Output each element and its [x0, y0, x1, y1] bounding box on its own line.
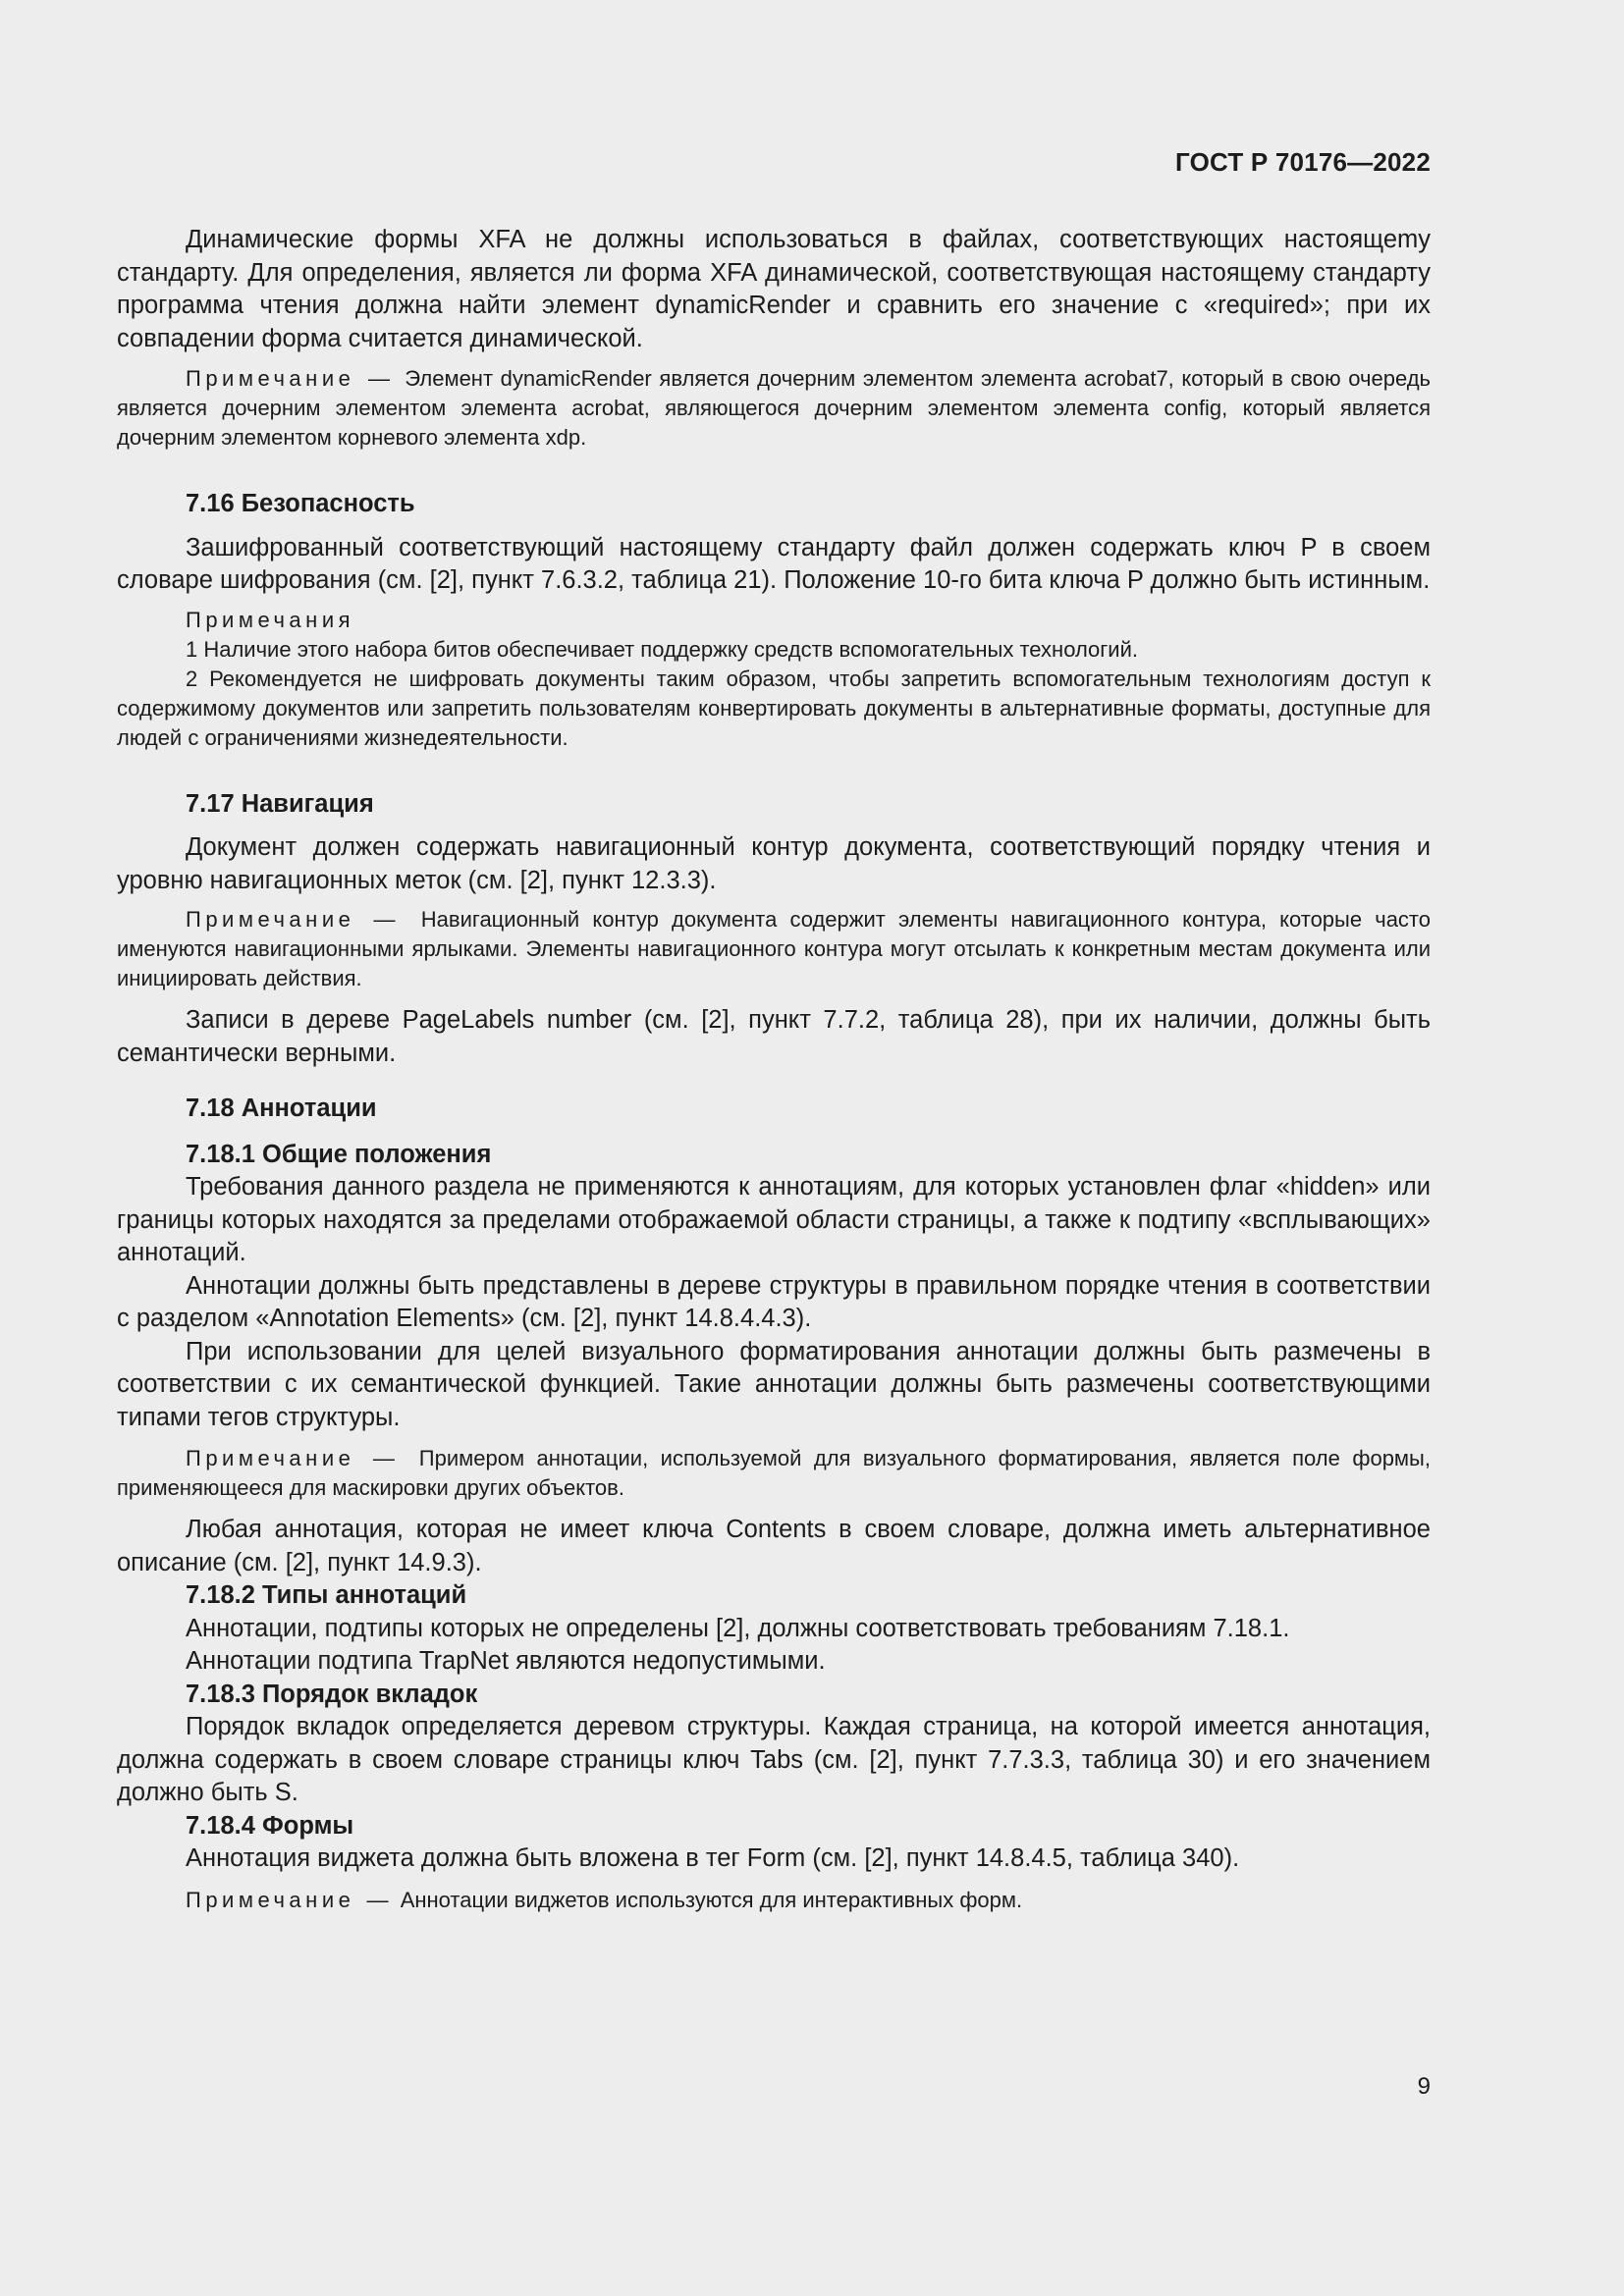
paragraph-annot-2: Аннотации должны быть представлены в дереве структуры в правильном порядке чтения в соответствии с разделом «Annotation Elements» (см. [2], пункт 14.8.4.4.3). — [117, 1271, 1431, 1332]
page-number: 9 — [1417, 2073, 1431, 2100]
subsection-title-7-18-2: 7.18.2 Типы аннотаций — [186, 1581, 467, 1609]
note-widgets: Примечание — Аннотации виджетов используются для интерактивных форм. — [186, 1887, 1023, 1912]
page-content — [117, 224, 1431, 1915]
subsection-title-7-18-1: 7.18.1 Общие положения — [186, 1140, 492, 1168]
paragraph-annot-4: Любая аннотация, которая не имеет ключа Contents в своем словаре, должна иметь альтернативное описание (см. [2], пункт 14.9.3). — [117, 1516, 1431, 1576]
note-navigation: Примечание — Навигационный контур документа содержит элементы навигационного контура, которые часто именуются навигационными ярлыками. Элементы навигационного контура могут отсылать к конкретным местам документа или инициировать действия. — [117, 907, 1431, 990]
note-dash: — — [368, 366, 390, 391]
section-title-7-18: 7.18 Аннотации — [186, 1095, 377, 1122]
paragraph-annot-3: При использовании для целей визуального форматирования аннотации должны быть размечены в соответствии с их семантической функцией. Такие аннотации должны быть размечены соответствующими типами тегов структуры. — [117, 1337, 1431, 1431]
paragraph-annot-types-1: Аннотации, подтипы которых не определены [2], должны соответствовать требованиям 7.18.1. — [186, 1614, 1290, 1642]
paragraph-annot-types-2: Аннотации подтипа TrapNet являются недопустимыми. — [186, 1647, 826, 1675]
paragraph-page-labels: Записи в дереве PageLabels number (см. [2], пункт 7.7.2, таблица 28), при их наличии, должны быть семантически верными. — [117, 1006, 1431, 1067]
note-7-16-2: 2 Рекомендуется не шифровать документы таким образом, чтобы запретить вспомогательным технологиям доступ к содержимому документов или запретить пользователям конвертировать документы в альтернативные форматы, доступные для людей с ограничениями жизнедеятельности. — [117, 666, 1431, 750]
notes-label-7-16: Примечания — [186, 607, 355, 632]
document-id-header: ГОСТ Р 70176—2022 — [1175, 147, 1431, 177]
section-title-7-17: 7.17 Навигация — [186, 789, 374, 818]
note-visual-formatting: Примечание — Примером аннотации, используемой для визуального форматирования, является поле формы, применяющееся для маскировки других объектов. — [117, 1446, 1431, 1500]
note-dynamic-render — [117, 364, 1431, 453]
paragraph-navigation: Документ должен содержать навигационный контур документа, соответствующий порядку чтения и уровню навигационных меток (см. [2], пункт 12.3.3). — [117, 833, 1431, 894]
paragraph-forms: Аннотация виджета должна быть вложена в тег Form (см. [2], пункт 14.8.4.5, таблица 340). — [186, 1844, 1240, 1872]
paragraph-annot-1: Требования данного раздела не применяются к аннотациям, для которых установлен флаг «hidden» или границы которых находятся за пределами отображаемой области страницы, а также к подтипу «всплывающих» аннотаций. — [117, 1173, 1431, 1266]
paragraph-encryption: Зашифрованный соответствующий настоящему стандарту файл должен содержать ключ P в своем словаре шифрования (см. [2], пункт 7.6.3.2, таблица 21). Положение 10-го бита ключа P должно быть истинным. — [117, 533, 1431, 594]
note-label: Примечание — [186, 366, 355, 391]
subsection-title-7-18-4: 7.18.4 Формы — [186, 1811, 354, 1840]
note-7-16-1: 1 Наличие этого набора битов обеспечивает поддержку средств вспомогательных технологий. — [186, 636, 1138, 662]
paragraph-xfa: Динамические формы XFA не должны использоваться в файлах, соответствующих настоящеmу стандарту. Для определения, является ли форма XFA динамической, соответствующая настоящему стандарту программа чтения должна найти элемент dynamicRender и сравнить его значение с «required»; при их совпадении форма считается динамической. — [117, 226, 1431, 352]
subsection-title-7-18-3: 7.18.3 Порядок вкладок — [186, 1680, 478, 1708]
note-text: Элемент dynamicRender является дочерним элементом элемента acrobat7, который в свою очередь является дочерним элементом элемента acrobat, являющегося дочерним элементом элемента config, который является дочерним элементом корневого элемента xdp. — [117, 366, 1431, 450]
paragraph-tab-order: Порядок вкладок определяется деревом структуры. Каждая страница, на которой имеется аннотация, должна содержать в своем словаре страницы ключ Tabs (см. [2], пункт 7.7.3.3, таблица 30) и его значением должно быть S. — [117, 1713, 1431, 1806]
section-title-7-16: 7.16 Безопасность — [186, 490, 415, 517]
